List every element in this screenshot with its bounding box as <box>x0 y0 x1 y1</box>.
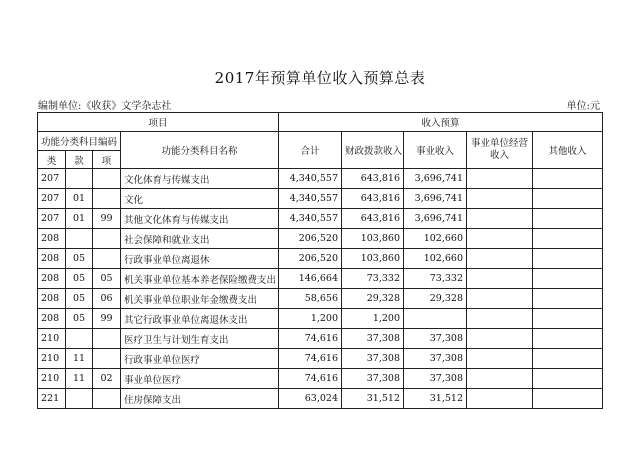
page-title: 2017年预算单位收入预算总表 <box>214 69 426 87</box>
cell-lei: 208 <box>38 309 66 329</box>
cell-xiang <box>93 349 121 369</box>
cell-total: 4,340,557 <box>279 169 342 189</box>
header-operating: 事业单位经营收入 <box>467 132 533 169</box>
cell-business: 73,332 <box>404 269 467 289</box>
cell-xiang: 05 <box>93 269 121 289</box>
cell-business: 102,660 <box>404 229 467 249</box>
cell-name: 社会保障和就业支出 <box>121 229 279 249</box>
cell-operating <box>467 169 533 189</box>
cell-operating <box>467 189 533 209</box>
cell-fiscal: 29,328 <box>342 289 404 309</box>
cell-operating <box>467 249 533 269</box>
cell-other <box>533 169 603 189</box>
cell-name: 住房保障支出 <box>121 389 279 409</box>
table-row <box>38 309 603 329</box>
cell-total: 1,200 <box>279 309 342 329</box>
cell-total: 4,340,557 <box>279 209 342 229</box>
cell-xiang <box>93 329 121 349</box>
cell-fiscal: 37,308 <box>342 329 404 349</box>
cell-lei: 210 <box>38 349 66 369</box>
cell-other <box>533 329 603 349</box>
cell-name: 事业单位医疗 <box>121 369 279 389</box>
cell-operating <box>467 369 533 389</box>
cell-fiscal: 103,860 <box>342 229 404 249</box>
table-row <box>38 289 603 309</box>
cell-other <box>533 269 603 289</box>
cell-fiscal: 31,512 <box>342 389 404 409</box>
header-other: 其他收入 <box>533 132 603 169</box>
cell-xiang <box>93 389 121 409</box>
cell-lei: 207 <box>38 209 66 229</box>
cell-name: 其他文化体育与传媒支出 <box>121 209 279 229</box>
cell-kuan: 05 <box>66 289 93 309</box>
cell-business: 37,308 <box>404 369 467 389</box>
cell-xiang <box>93 249 121 269</box>
currency-unit: 单位:元 <box>566 101 600 112</box>
cell-total: 74,616 <box>279 349 342 369</box>
cell-kuan: 01 <box>66 189 93 209</box>
cell-kuan: 01 <box>66 209 93 229</box>
cell-lei: 208 <box>38 249 66 269</box>
cell-other <box>533 309 603 329</box>
cell-other <box>533 389 603 409</box>
compiling-unit: 编制单位:《收获》文学杂志社 <box>38 101 172 112</box>
cell-other <box>533 209 603 229</box>
cell-xiang: 99 <box>93 209 121 229</box>
cell-fiscal: 643,816 <box>342 169 404 189</box>
cell-lei: 210 <box>38 329 66 349</box>
header-func-name: 功能分类科目名称 <box>121 132 279 169</box>
cell-business: 29,328 <box>404 289 467 309</box>
cell-lei: 221 <box>38 389 66 409</box>
table-row <box>38 229 603 249</box>
cell-fiscal: 643,816 <box>342 189 404 209</box>
budget-table <box>37 112 603 409</box>
cell-other <box>533 369 603 389</box>
cell-other <box>533 289 603 309</box>
cell-name: 机关事业单位职业年金缴费支出 <box>121 289 279 309</box>
cell-business: 102,660 <box>404 249 467 269</box>
table-row <box>38 269 603 289</box>
cell-other <box>533 349 603 369</box>
cell-business: 37,308 <box>404 349 467 369</box>
cell-other <box>533 189 603 209</box>
table-row <box>38 209 603 229</box>
cell-name: 文化 <box>121 189 279 209</box>
cell-lei: 207 <box>38 169 66 189</box>
cell-total: 74,616 <box>279 329 342 349</box>
cell-operating <box>467 329 533 349</box>
cell-fiscal: 73,332 <box>342 269 404 289</box>
cell-total: 206,520 <box>279 249 342 269</box>
cell-kuan: 05 <box>66 309 93 329</box>
table-row <box>38 349 603 369</box>
cell-kuan <box>66 169 93 189</box>
cell-name: 行政事业单位离退休 <box>121 249 279 269</box>
table-row <box>38 369 603 389</box>
cell-fiscal: 643,816 <box>342 209 404 229</box>
cell-total: 58,656 <box>279 289 342 309</box>
cell-operating <box>467 209 533 229</box>
cell-kuan <box>66 329 93 349</box>
header-business: 事业收入 <box>404 132 467 169</box>
header-kuan: 款 <box>66 151 93 169</box>
cell-business: 37,308 <box>404 329 467 349</box>
cell-operating <box>467 289 533 309</box>
cell-lei: 207 <box>38 189 66 209</box>
cell-business: 3,696,741 <box>404 189 467 209</box>
cell-total: 146,664 <box>279 269 342 289</box>
cell-operating <box>467 269 533 289</box>
cell-other <box>533 249 603 269</box>
header-income-budget: 收入预算 <box>279 113 603 132</box>
cell-xiang <box>93 189 121 209</box>
cell-fiscal: 1,200 <box>342 309 404 329</box>
cell-kuan: 05 <box>66 269 93 289</box>
cell-other <box>533 229 603 249</box>
header-xiang: 项 <box>93 151 121 169</box>
header-project: 项目 <box>38 113 279 132</box>
table-row <box>38 169 603 189</box>
cell-total: 206,520 <box>279 229 342 249</box>
cell-kuan: 11 <box>66 369 93 389</box>
cell-total: 4,340,557 <box>279 189 342 209</box>
table-row <box>38 189 603 209</box>
cell-name: 机关事业单位基本养老保险缴费支出 <box>121 269 279 289</box>
cell-kuan: 11 <box>66 349 93 369</box>
cell-fiscal: 37,308 <box>342 349 404 369</box>
cell-business: 3,696,741 <box>404 209 467 229</box>
cell-lei: 208 <box>38 289 66 309</box>
header-func-code: 功能分类科目编码 <box>38 132 121 151</box>
cell-operating <box>467 389 533 409</box>
cell-fiscal: 37,308 <box>342 369 404 389</box>
cell-name: 文化体育与传媒支出 <box>121 169 279 189</box>
cell-kuan <box>66 229 93 249</box>
cell-total: 63,024 <box>279 389 342 409</box>
cell-operating <box>467 349 533 369</box>
cell-operating <box>467 309 533 329</box>
table-row <box>38 249 603 269</box>
cell-business <box>404 309 467 329</box>
cell-xiang <box>93 229 121 249</box>
cell-xiang <box>93 169 121 189</box>
cell-fiscal: 103,860 <box>342 249 404 269</box>
cell-xiang: 99 <box>93 309 121 329</box>
cell-lei: 208 <box>38 229 66 249</box>
header-fiscal: 财政拨款收入 <box>342 132 404 169</box>
cell-name: 行政事业单位医疗 <box>121 349 279 369</box>
cell-kuan <box>66 389 93 409</box>
cell-operating <box>467 229 533 249</box>
header-lei: 类 <box>38 151 66 169</box>
cell-total: 74,616 <box>279 369 342 389</box>
cell-business: 3,696,741 <box>404 169 467 189</box>
cell-name: 医疗卫生与计划生育支出 <box>121 329 279 349</box>
cell-xiang: 06 <box>93 289 121 309</box>
cell-name: 其它行政事业单位离退休支出 <box>121 309 279 329</box>
cell-business: 31,512 <box>404 389 467 409</box>
table-row <box>38 389 603 409</box>
cell-lei: 208 <box>38 269 66 289</box>
cell-xiang: 02 <box>93 369 121 389</box>
cell-lei: 210 <box>38 369 66 389</box>
cell-kuan: 05 <box>66 249 93 269</box>
table-row <box>38 329 603 349</box>
table-body <box>38 169 603 409</box>
header-total: 合计 <box>279 132 342 169</box>
